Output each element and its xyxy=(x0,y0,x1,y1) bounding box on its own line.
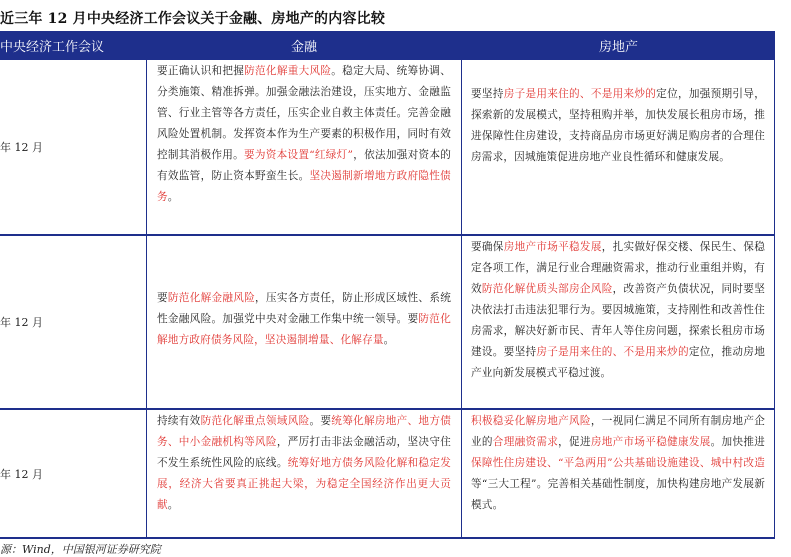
table-row xyxy=(0,60,775,236)
source-note: 源：Wind，中国银河证券研究院 xyxy=(0,543,161,556)
highlight-text: 防范化解重点领域风险 xyxy=(200,415,310,427)
finance-cell xyxy=(157,61,451,208)
highlight-text: 积极稳妥化解房地产风险 xyxy=(471,415,591,427)
year-cell: 年 12 月 xyxy=(0,467,43,481)
highlight-text: 防范化解重大风险 xyxy=(244,65,332,77)
column-divider xyxy=(461,31,462,539)
highlight-text: 统筹化解房地产、地方债务、中小金融机构等风险 xyxy=(157,415,452,448)
column-divider xyxy=(774,31,775,539)
body-text: 。 xyxy=(167,499,179,511)
realestate-cell xyxy=(471,237,765,384)
body-text: ，依法加强对资本的有效监管，防止资本野蛮生长。 xyxy=(157,149,451,182)
body-text: ，一视同仁满足不同所有制房地产企业的 xyxy=(471,415,766,448)
body-text: 。稳定大局、统筹协调、分类施策、精准拆弹。加强金融法治建设，压实地方、金融监管、行业主管等各方责任，压实企业自救主体责任。完善金融风险处置机制。发挥资本作为生产要素的积极作用，同时有效控制其消极作用。 xyxy=(157,65,451,161)
finance-cell xyxy=(157,288,451,351)
highlight-text: 要为资本设置“红绿灯” xyxy=(243,149,354,161)
body-text: 。要 xyxy=(309,415,332,427)
realestate-cell xyxy=(471,411,765,516)
column-divider xyxy=(146,31,147,539)
body-text: 。 xyxy=(167,191,179,203)
highlight-text: 防范化解优质头部房企风险 xyxy=(481,283,613,295)
highlight-text: 保障性住房建设、“平急两用”公共基础设施建设、城中村改造 xyxy=(471,457,765,469)
body-text: 。 xyxy=(383,334,395,346)
highlight-text: 房子是用来住的、不是用来炒的 xyxy=(503,88,657,100)
highlight-text: 合理融资需求 xyxy=(492,436,559,448)
body-text: ，严厉打击非法金融活动，坚决守住不发生系统性风险的底线。 xyxy=(157,436,452,469)
body-text: 。加快推进 xyxy=(710,436,766,448)
year-cell: 年 12 月 xyxy=(0,141,43,154)
body-text: ，压实各方责任，防止形成区域性、系统性金融风险。加强党中央对金融工作集中统一领导。要 xyxy=(157,292,451,325)
header-meeting: 中央经济工作会议 xyxy=(0,31,146,59)
body-text: 定位，推动房地产业向新发展模式平稳过渡。 xyxy=(471,346,765,379)
body-text: 等“三大工程”。完善相关基础性制度，加快构建房地产发展新模式。 xyxy=(471,478,765,511)
highlight-text: 防范化解地方政府债务风险，坚决遏制增量、化解存量 xyxy=(157,313,451,346)
page-title: 近三年 12 月中央经济工作会议关于金融、房地产的内容比较 xyxy=(0,11,386,27)
realestate-cell xyxy=(471,84,765,168)
highlight-text: 坚决遏制新增地方政府隐性债务 xyxy=(157,170,451,203)
body-text: 持续有效 xyxy=(157,415,201,427)
body-text: 要 xyxy=(157,292,168,304)
highlight-text: 统筹好地方债务风险化解和稳定发展，经济大省要真正挑起大梁，为稳定全国经济作出更大贡献 xyxy=(157,457,452,511)
table-row xyxy=(0,410,775,539)
row-divider xyxy=(0,537,775,539)
body-text: 要坚持 xyxy=(471,88,504,100)
year-cell: 年 12 月 xyxy=(0,316,43,329)
highlight-text: 房子是用来住的、不是用来炒的 xyxy=(536,346,689,358)
body-text: ，改善资产负债状况，同时要坚决依法打击违法犯罪行为。要因城施策，支持刚性和改善性住房需求，解决好新市民、青年人等住房问题，探索长租房市场建设。要坚持 xyxy=(471,283,765,358)
highlight-text: 房地产市场平稳健康发展 xyxy=(590,436,711,448)
body-text: 要正确认识和把握 xyxy=(157,65,245,77)
header-finance: 金融 xyxy=(147,31,461,59)
body-text: 定位，加强预期引导，探索新的发展模式，坚持租购并举，加快发展长租房市场，推进保障性住房建设，支持商品房市场更好满足购房者的合理住房需求，因城施策促进房地产业良性循环和健康发展。 xyxy=(471,88,765,163)
highlight-text: 房地产市场平稳发展 xyxy=(503,241,602,253)
highlight-text: 防范化解金融风险 xyxy=(167,292,256,304)
body-text: ，促进 xyxy=(558,436,591,448)
table-row xyxy=(0,236,775,410)
body-text: ，扎实做好保交楼、保民生、保稳定各项工作，满足行业合理融资需求，推动行业重组并购，有效 xyxy=(471,241,765,295)
header-realestate: 房地产 xyxy=(462,31,775,59)
finance-cell xyxy=(157,411,451,516)
comparison-table xyxy=(0,31,775,539)
body-text: 要确保 xyxy=(471,241,504,253)
